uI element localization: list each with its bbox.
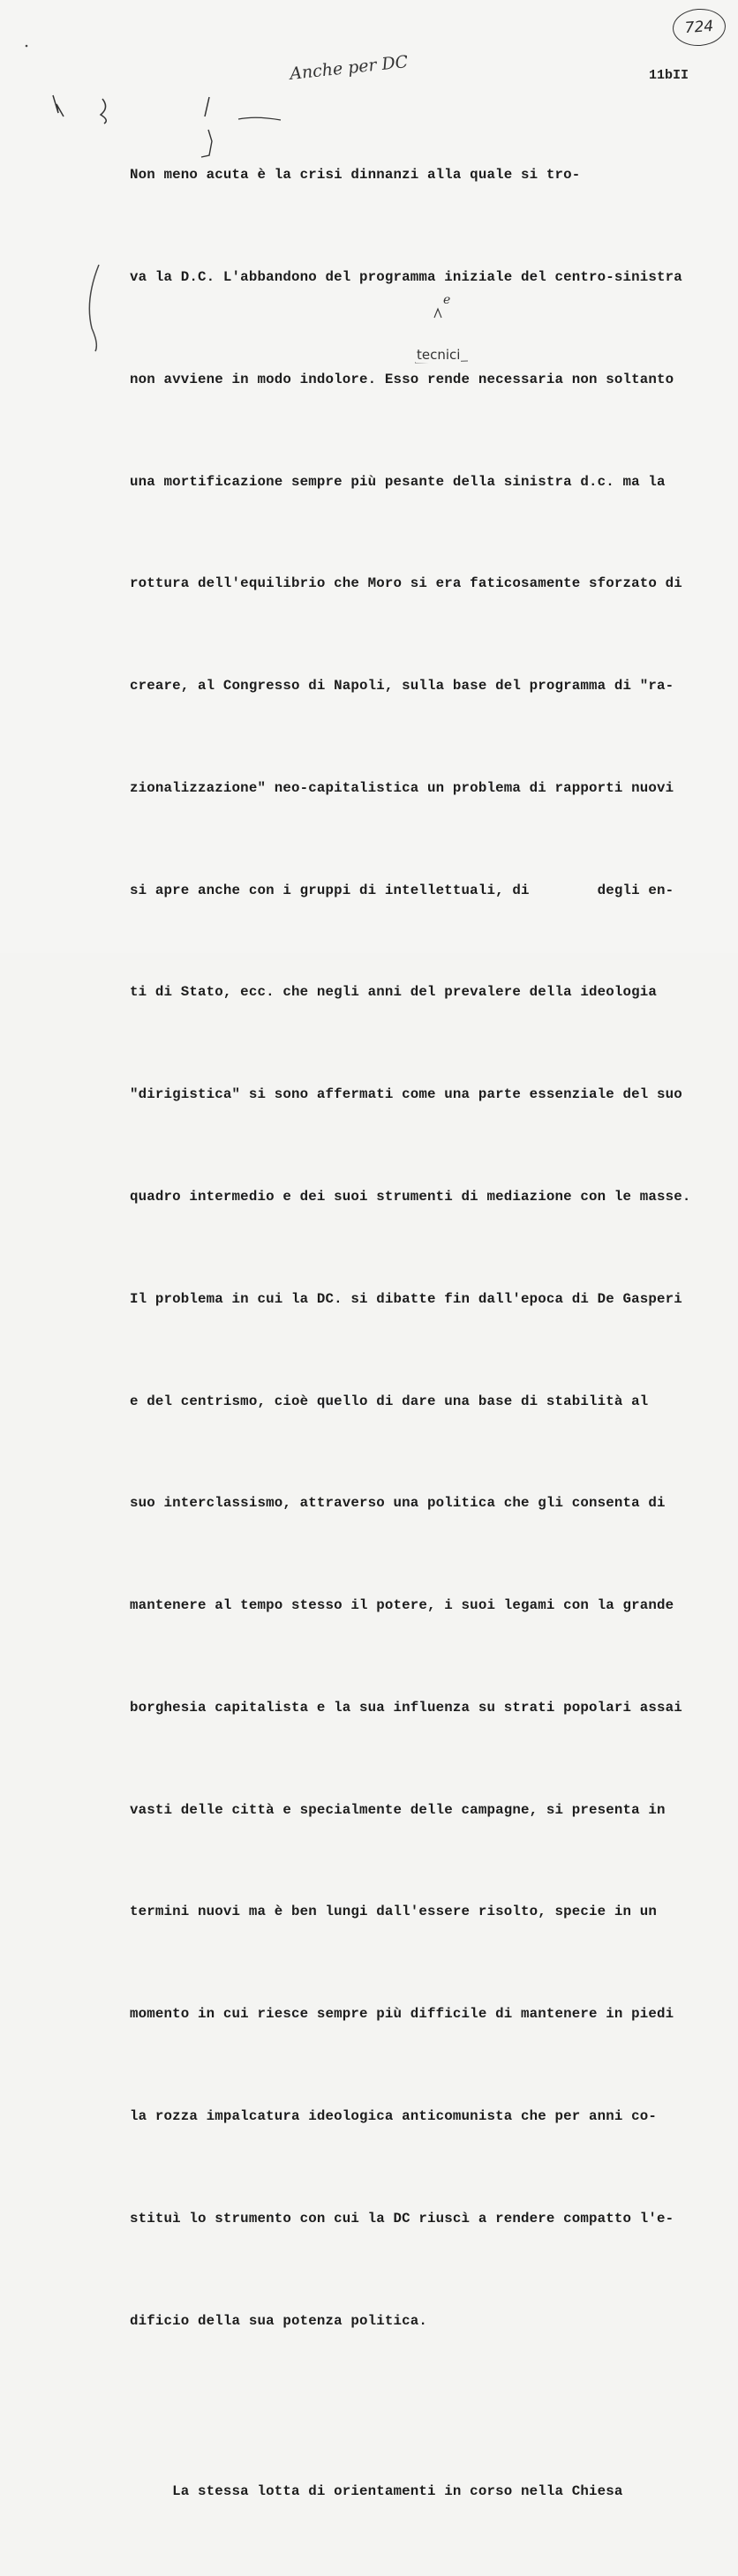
text-line: Il problema in cui la DC. si dibatte fin dall'epoca di De Gasperi	[130, 1290, 682, 1307]
text-line: termini nuovi ma è ben lungi dall'essere risolto, specie in un	[130, 1904, 658, 1920]
handwritten-insert-e: e	[443, 293, 451, 307]
text-line: stituì lo strumento con cui la DC riuscì a rendere compatto l'e-	[130, 2210, 674, 2227]
text-line: zionalizzazione" neo-capitalistica un problema di rapporti nuovi	[130, 779, 674, 796]
text-line: quadro intermedio e dei suoi strumenti di mediazione con le masse.	[130, 1189, 691, 1205]
text-line: non avviene in modo indolore. Esso rende necessaria non soltanto	[130, 371, 674, 387]
archive-number: 724	[684, 17, 714, 38]
text-line: va la D.C. L'abbandono del programma iniziale del centro-sinistra	[130, 268, 682, 285]
text-line: mantenere al tempo stesso il potere, i suoi legami con la grande	[130, 1597, 674, 1614]
page-number: 11bII	[649, 68, 689, 83]
text-line: Non meno acuta è la crisi dinnanzi alla quale si tro-	[130, 167, 581, 184]
text-line: rottura dell'equilibrio che Moro si era faticosamente sforzato di	[130, 575, 682, 592]
text-line: borghesia capitalista e la sua influenza su strati popolari assai	[130, 1699, 682, 1716]
handwritten-insert-tecnici: tecnici	[417, 347, 461, 363]
text-line: una mortificazione sempre più pesante della sinistra d.c. ma la	[130, 473, 666, 490]
text-line: la rozza impalcatura ideologica anticomunista che per anni co-	[130, 2108, 658, 2125]
text-line: dificio della sua potenza politica.	[130, 2312, 428, 2329]
text-line: momento in cui riesce sempre più difficile di mantenere in piedi	[130, 2006, 674, 2023]
text-line: vasti delle città e specialmente delle campagne, si presenta in	[130, 1801, 666, 1818]
text-line: La stessa lotta di orientamenti in corso nella Chiesa	[130, 2482, 623, 2499]
text-line: creare, al Congresso di Napoli, sulla base del programma di "ra-	[130, 678, 674, 695]
text-line: si apre anche con i gruppi di intellettuali, di degli en-	[130, 882, 674, 898]
handwritten-note: Anche per DC	[289, 52, 410, 84]
typed-text-body	[130, 90, 695, 2576]
text-line: "dirigistica" si sono affermati come una parte essenziale del suo	[130, 1086, 682, 1103]
text-line: e del centrismo, cioè quello di dare una base di stabilità al	[130, 1393, 649, 1409]
text-line: ti di Stato, ecc. che negli anni del prevalere della ideologia	[130, 984, 658, 1001]
text-line: suo interclassismo, attraverso una politica che gli consenta di	[130, 1495, 666, 1512]
